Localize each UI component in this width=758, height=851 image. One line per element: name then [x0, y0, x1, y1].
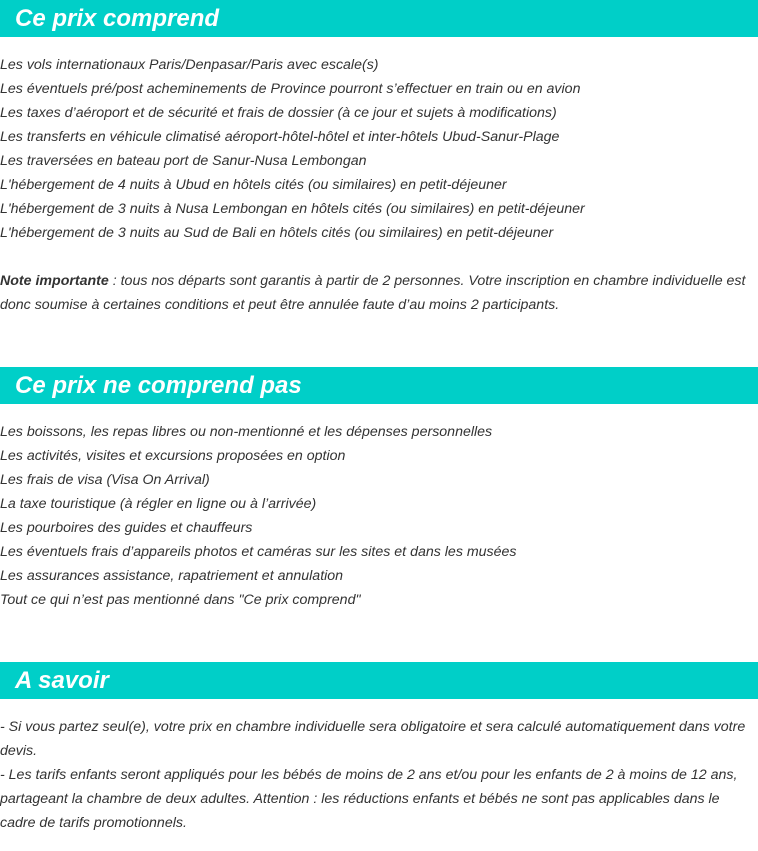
- includes-item: Les transferts en véhicule climatisé aéroport-hôtel-hôtel et inter-hôtels Ubud-Sanur-Plage: [0, 129, 560, 145]
- includes-item: Les traversées en bateau port de Sanur-Nusa Lembongan: [0, 153, 367, 169]
- important-note-label: Note importante: [0, 273, 109, 289]
- info-paragraph-solo: - Si vous partez seul(e), votre prix en chambre individuelle sera obligatoire et sera calculé automatiquement dans votre devis.: [0, 719, 746, 759]
- excludes-item: Les éventuels frais d’appareils photos et caméras sur les sites et dans les musées: [0, 544, 517, 560]
- includes-title: Ce prix comprend: [15, 4, 220, 32]
- includes-item: L'hébergement de 3 nuits à Nusa Lembongan en hôtels cités (ou similaires) en petit-déjeuner: [0, 201, 585, 217]
- excludes-item: Les assurances assistance, rapatriement et annulation: [0, 568, 344, 584]
- includes-item: Les éventuels pré/post acheminements de Province pourront s’effectuer en train ou en avion: [0, 81, 581, 97]
- includes-item: L'hébergement de 4 nuits à Ubud en hôtels cités (ou similaires) en petit-déjeuner: [0, 177, 507, 193]
- includes-item: Les taxes d’aéroport et de sécurité et frais de dossier (à ce jour et sujets à modifications): [0, 105, 557, 121]
- includes-item: L'hébergement de 3 nuits au Sud de Bali en hôtels cités (ou similaires) en petit-déjeuner: [0, 225, 554, 241]
- important-note: [0, 269, 752, 317]
- excludes-header: [0, 367, 758, 404]
- includes-item: Les vols internationaux Paris/Denpasar/Paris avec escale(s): [0, 57, 379, 73]
- excludes-list: [0, 420, 758, 612]
- excludes-title: Ce prix ne comprend pas: [15, 371, 302, 399]
- important-note-text: : tous nos départs sont garantis à partir de 2 personnes. Votre inscription en chambre individuelle est donc soumise à certaines conditions et peut être annulée faute d’au moins 2 participants.: [0, 273, 746, 313]
- includes-header: [0, 0, 758, 37]
- info-title: A savoir: [15, 666, 109, 694]
- excludes-item: Les pourboires des guides et chauffeurs: [0, 520, 253, 536]
- excludes-item: Les boissons, les repas libres ou non-mentionné et les dépenses personnelles: [0, 424, 493, 440]
- info-header: [0, 662, 758, 699]
- excludes-item: Tout ce qui n’est pas mentionné dans "Ce prix comprend": [0, 592, 361, 608]
- info-paragraph-children: - Les tarifs enfants seront appliqués pour les bébés de moins de 2 ans et/ou pour les enfants de 2 à moins de 12 ans, partageant la chambre de deux adultes. Attention : les réductions enfants et bébés ne sont pas applicables dans le cadre de tarifs promotionnels.: [0, 767, 738, 831]
- excludes-item: Les activités, visites et excursions proposées en option: [0, 448, 346, 464]
- includes-list: [0, 53, 758, 245]
- excludes-item: Les frais de visa (Visa On Arrival): [0, 472, 210, 488]
- excludes-item: La taxe touristique (à régler en ligne ou à l’arrivée): [0, 496, 317, 512]
